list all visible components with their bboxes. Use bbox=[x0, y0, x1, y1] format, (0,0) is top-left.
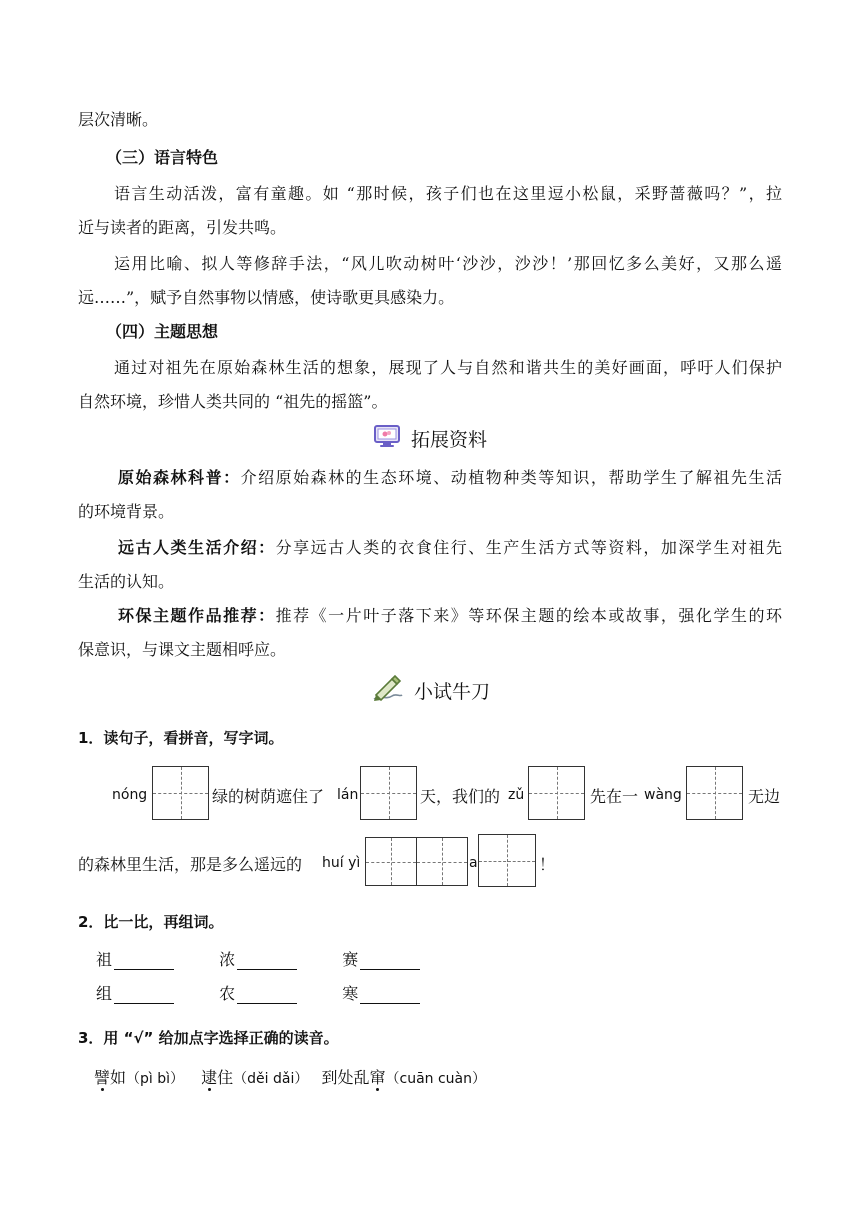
extension-item-3-label: 环保主题作品推荐： bbox=[118, 606, 276, 625]
answer-blank[interactable] bbox=[237, 953, 297, 970]
extension-item-1-line-1 bbox=[118, 468, 782, 488]
char-han: 寒 bbox=[342, 984, 359, 1003]
section-practice-title: 小试牛刀 bbox=[413, 680, 490, 703]
monitor-icon bbox=[373, 424, 401, 452]
pinyin-a: a bbox=[469, 855, 478, 871]
pinyin-lan: lán bbox=[337, 787, 359, 803]
word-rest-2: 住 bbox=[217, 1068, 234, 1087]
options-3[interactable]: （cuān cuàn） bbox=[385, 1071, 486, 1087]
answer-blank[interactable] bbox=[114, 953, 174, 970]
writing-box-5[interactable] bbox=[365, 837, 417, 886]
pronunciation-row bbox=[94, 1068, 486, 1089]
compare-row-2 bbox=[96, 984, 420, 1004]
extension-item-1-line-2: 的环境背景。 bbox=[78, 502, 175, 521]
writing-box-1[interactable] bbox=[152, 766, 209, 820]
section-practice-header bbox=[0, 674, 860, 706]
extension-item-2-line-1 bbox=[118, 538, 782, 558]
dotted-char-cuan: 窜 bbox=[369, 1068, 386, 1087]
heading-theme: （四）主题思想 bbox=[106, 322, 219, 341]
extension-item-3-line-2: 保意识，与课文主题相呼应。 bbox=[78, 640, 287, 659]
dotted-char-dai: 逮 bbox=[201, 1068, 218, 1087]
writing-box-4[interactable] bbox=[686, 766, 743, 820]
lang-paragraph-1-line-2: 近与读者的距离，引发共鸣。 bbox=[78, 218, 287, 237]
extension-item-1-label: 原始森林科普： bbox=[118, 468, 241, 487]
answer-blank[interactable] bbox=[114, 987, 174, 1004]
lang-paragraph-1-line-1: 语言生动活泼，富有童趣。如 “那时候，孩子们也在这里逗小松鼠，采野蔷薇吗？”，拉 bbox=[114, 184, 782, 203]
word-prefix-3: 到处乱 bbox=[321, 1068, 370, 1087]
pinyin-wang: wàng bbox=[644, 787, 682, 803]
extension-item-3-text: 推荐《一片叶子落下来》等环保主题的绘本或故事，强化学生的环 bbox=[275, 606, 782, 625]
pinyin-nong: nóng bbox=[112, 787, 148, 803]
char-zu-2: 组 bbox=[96, 984, 113, 1003]
writing-box-7[interactable] bbox=[478, 834, 536, 887]
answer-blank[interactable] bbox=[360, 953, 420, 970]
char-nong-2: 农 bbox=[219, 984, 236, 1003]
writing-box-6[interactable] bbox=[416, 837, 468, 886]
options-2[interactable]: （děi dǎi） bbox=[233, 1071, 309, 1087]
char-nong: 浓 bbox=[219, 950, 236, 969]
compare-row-1 bbox=[96, 950, 420, 970]
lang-paragraph-2-line-2: 远……”，赋予自然事物以情感，使诗歌更具感染力。 bbox=[78, 288, 455, 307]
sentence-part-4: 无边 bbox=[748, 787, 781, 806]
extension-item-3-line-1 bbox=[118, 606, 782, 626]
writing-box-2[interactable] bbox=[360, 766, 417, 820]
dotted-char-pi: 譬 bbox=[94, 1068, 111, 1087]
question-1-title: 1．读句子，看拼音，写字词。 bbox=[78, 729, 284, 747]
theme-line-2: 自然环境，珍惜人类共同的 “祖先的摇篮”。 bbox=[78, 392, 388, 411]
options-1[interactable]: （pì bì） bbox=[126, 1071, 185, 1087]
pinyin-hui-yi: huí yì bbox=[322, 855, 361, 871]
sentence-part-2: 天，我们的 bbox=[420, 787, 501, 806]
section-extension-title: 拓展资料 bbox=[410, 428, 487, 451]
extension-item-1-text: 介绍原始森林的生态环境、动植物种类等知识，帮助学生了解祖先生活 bbox=[240, 468, 782, 487]
char-sai: 赛 bbox=[342, 950, 359, 969]
question-2-title: 2．比一比，再组词。 bbox=[78, 913, 224, 931]
pen-writing-icon bbox=[370, 673, 404, 707]
sentence-end: ！ bbox=[539, 855, 556, 874]
word-rest-1: 如 bbox=[110, 1068, 127, 1087]
section-extension-header bbox=[0, 424, 860, 452]
sentence-part-1: 绿的树荫遮住了 bbox=[212, 787, 325, 806]
sentence-part-5: 的森林里生活，那是多么遥远的 bbox=[78, 855, 303, 874]
pinyin-zu: zǔ bbox=[508, 787, 525, 803]
extension-item-2-text: 分享远古人类的衣食住行、生产生活方式等资料，加深学生对祖先 bbox=[275, 538, 782, 557]
extension-item-2-line-2: 生活的认知。 bbox=[78, 572, 175, 591]
answer-blank[interactable] bbox=[360, 987, 420, 1004]
paragraph-tail: 层次清晰。 bbox=[78, 110, 159, 129]
heading-language-features: （三）语言特色 bbox=[106, 148, 219, 167]
sentence-part-3: 先在一 bbox=[590, 787, 639, 806]
char-zu: 祖 bbox=[96, 950, 113, 969]
theme-line-1: 通过对祖先在原始森林生活的想象，展现了人与自然和谐共生的美好画面，呼吁人们保护 bbox=[114, 358, 782, 377]
lang-paragraph-2-line-1: 运用比喻、拟人等修辞手法，“风儿吹动树叶‘沙沙，沙沙！’那回忆多么美好，又那么遥 bbox=[114, 254, 782, 273]
writing-box-3[interactable] bbox=[528, 766, 585, 820]
question-3-title: 3．用 “√” 给加点字选择正确的读音。 bbox=[78, 1029, 339, 1047]
extension-item-2-label: 远古人类生活介绍： bbox=[118, 538, 276, 557]
answer-blank[interactable] bbox=[237, 987, 297, 1004]
